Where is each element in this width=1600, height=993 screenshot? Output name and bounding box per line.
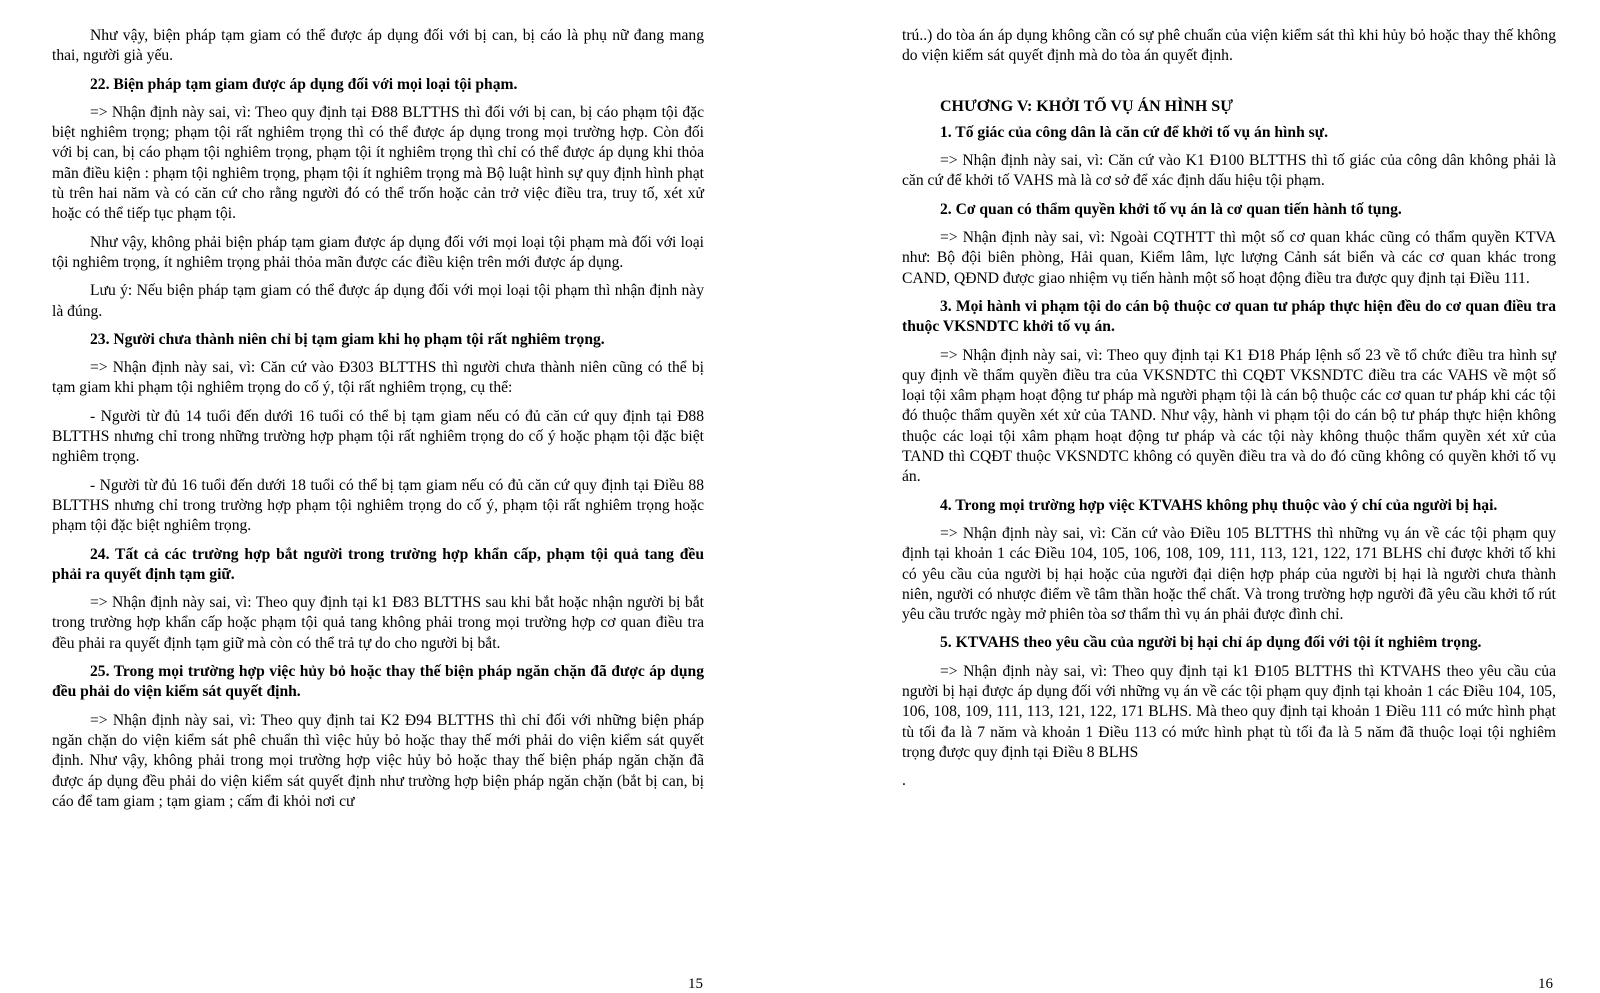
question-heading: 24. Tất cả các trường hợp bắt người trong trường hợp khẩn cấp, phạm tội quả tang đều phải ra quyết định tạm giữ. <box>52 545 704 583</box>
paragraph: => Nhận định này sai, vì: Theo quy định tại k1 Đ83 BLTTHS sau khi bắt hoặc nhận người bị bắt trong trường hợp khẩn cấp hoặc phạm tội quả tang không phải trong mọi trường hợp cơ quan điều tra đều phải ra quyết định tạm giữ mà còn có thể trả tự do cho người bị bắt. <box>52 594 704 652</box>
question-heading: 25. Trong mọi trường hợp việc hủy bỏ hoặc thay thế biện pháp ngăn chặn đã được áp dụng đều phải do viện kiểm sát quyết định. <box>52 663 704 701</box>
question-heading: 3. Mọi hành vi phạm tội do cán bộ thuộc cơ quan tư pháp thực hiện đều do cơ quan điều tra thuộc VKSNDTC khởi tố vụ án. <box>902 297 1556 336</box>
question-heading: 1. Tố giác của công dân là căn cứ để khởi tố vụ án hình sự. <box>940 123 1328 141</box>
question-heading: 2. Cơ quan có thẩm quyền khởi tố vụ án là cơ quan tiến hành tố tụng. <box>940 200 1402 218</box>
paragraph: Lưu ý: Nếu biện pháp tạm giam có thể được áp dụng đối với mọi loại tội phạm thì nhận định này là đúng. <box>52 282 704 320</box>
paragraph: . <box>902 772 906 790</box>
question-heading: 23. Người chưa thành niên chỉ bị tạm giam khi họ phạm tội rất nghiêm trọng. <box>90 330 605 348</box>
paragraph: - Người từ đủ 16 tuổi đến dưới 18 tuổi có thể bị tạm giam nếu có đủ căn cứ quy định tại Điều 88 BLTTHS nhưng chỉ trong trường hợp phạm tội nghiêm trọng do cố ý, phạm tội rất nghiêm trọng hoặc phạm tội đặc biệt nghiêm trọng. <box>52 476 704 535</box>
paragraph: => Nhận định này sai, vì: Căn cứ vào K1 Đ100 BLTTHS thì tố giác của công dân không phải là căn cứ để khởi tố VAHS mà là cơ sở để xác định dấu hiệu tội phạm. <box>902 152 1556 190</box>
paragraph: => Nhận định này sai, vì: Theo quy định tại Đ88 BLTTHS thì đối với bị can, bị cáo phạm tội đặc biệt nghiêm trọng; phạm tội rất nghiêm trọng thì có thể được áp dụng trong mọi trường hợp. Còn đối với bị can, bị cáo phạm tội nghiêm trọng, phạm tội ít nghiêm trọng thì chỉ có thể được áp dụng khi thỏa mãn điều kiện : phạm tội nghiêm trọng, phạm tội ít nghiêm trọng mà Bộ luật hình sự quy định hình phạt tù trên hai năm và có căn cứ cho rằng người đó có thể trốn hoặc cản trở việc điều tra, truy tố, xét xử hoặc có thể tiếp tục phạm tội. <box>52 103 704 223</box>
paragraph: Như vậy, không phải biện pháp tạm giam được áp dụng đối với mọi loại tội phạm mà đối với loại tội nghiêm trọng, ít nghiêm trọng phải thỏa mãn được các điều kiện trên mới được áp dụng. <box>52 233 704 271</box>
paragraph: => Nhận định này sai, vì: Căn cứ vào Điều 105 BLTTHS thì những vụ án về các tội phạm quy định tại khoản 1 các Điều 104, 105, 106, 108, 109, 111, 113, 121, 122, 171 BLHS chỉ được khởi tố khi có yêu cầu của người bị hại hoặc của người đại diện hợp pháp của người bị hại là người chưa thành niên, người có nhược điểm về tâm thần hoặc thể chất. Và trong trường hợp người đã yêu cầu khởi tố rút yêu cầu trước ngày mở phiên tòa sơ thẩm thì vụ án phải được đình chỉ. <box>902 524 1556 624</box>
paragraph: - Người từ đủ 14 tuổi đến dưới 16 tuổi có thể bị tạm giam nếu có đủ căn cứ quy định tại Đ88 BLTTHS nhưng chỉ trong những trường hợp phạm tội rất nghiêm trọng do cố ý hoặc phạm tội đặc biệt nghiêm trọng. <box>52 407 704 466</box>
paragraph: => Nhận định này sai, vì: Ngoài CQTHTT thì một số cơ quan khác cũng có thẩm quyền KTVA như: Bộ đội biên phòng, Hải quan, Kiểm lâm, lực lượng Cảnh sát biển và các cơ quan khác trong CAND, QĐND được giao nhiệm vụ tiến hành một số hoạt động điều tra được quy định tại Điều 111. <box>902 229 1556 287</box>
paragraph: => Nhận định này sai, vì: Theo quy định tại k1 Đ105 BLTTHS thì KTVAHS theo yêu cầu của người bị hại được áp dụng đối với những vụ án về các tội phạm quy định tại khoản 1 các Điều 104, 105, 106, 108, 109, 111, 113, 121, 122, 171 BLHS. Mà theo quy định tại khoản 1 Điều 111 có mức hình phạt tù tối đa là 7 năm và khoản 1 Điều 113 có mức hình phạt tù tối đa là 5 năm đã thuộc loại tội nghiêm trọng được quy định tại Điều 8 BLHS <box>902 662 1556 761</box>
paragraph: trú..) do tòa án áp dụng không cần có sự phê chuẩn của viện kiểm sát thì khi hủy bỏ hoặc thay thế không do viện kiểm sát quyết định mà do tòa án quyết định. <box>902 27 1556 65</box>
chapter-title: CHƯƠNG V: KHỞI TỐ VỤ ÁN HÌNH SỰ <box>940 97 1233 115</box>
question-heading: 4. Trong mọi trường hợp việc KTVAHS không phụ thuộc vào ý chí của người bị hại. <box>940 496 1498 514</box>
question-heading: 22. Biện pháp tạm giam được áp dụng đối với mọi loại tội phạm. <box>90 75 518 93</box>
question-heading: 5. KTVAHS theo yêu cầu của người bị hại chỉ áp dụng đối với tội ít nghiêm trọng. <box>940 634 1482 652</box>
paragraph: Như vậy, biện pháp tạm giam có thể được áp dụng đối với bị can, bị cáo là phụ nữ đang mang thai, người già yếu. <box>52 27 704 65</box>
left-page <box>52 26 704 820</box>
paragraph: => Nhận định này sai, vì: Căn cứ vào Đ303 BLTTHS thì người chưa thành niên cũng có thể bị tạm giam khi phạm tội nghiêm trọng do cố ý, tội rất nghiêm trọng, cụ thể: <box>52 359 704 397</box>
page-number-right: 16 <box>1538 976 1553 992</box>
paragraph: => Nhận định này sai, vì: Theo quy định tai K2 Đ94 BLTTHS thì chỉ đối với những biện pháp ngăn chặn do viện kiểm sát phê chuẩn thì việc hủy bỏ hoặc thay thế mới phải do viện kiểm sát quyết định. Như vậy, không phải trong mọi trường hợp việc hủy bỏ hoặc thay thế biện pháp ngăn chặn đã được áp dụng đều phải do viện kiểm sát quyết định như trường hợp biện pháp ngăn chặn (bắt bị can, bị cáo để tam giam ; tạm giam ; cấm đi khỏi nơi cư <box>52 711 704 810</box>
page-number-left: 15 <box>688 976 703 992</box>
right-page <box>902 26 1556 800</box>
paragraph: => Nhận định này sai, vì: Theo quy định tại K1 Đ18 Pháp lệnh số 23 về tổ chức điều tra hình sự quy định về thẩm quyền điều tra của VKSNDTC thì CQĐT VKSNDTC điều tra các VAHS về một số loại tội xâm phạm hoạt động tư pháp mà người phạm tội là cán bộ thuộc các cơ quan tư pháp khi các tội đó thuộc thẩm quyền xét xử của TAND. Như vậy, hành vi phạm tội do cán bộ tư pháp thực hiện không thuộc các loại tội xâm phạm hoạt động tư pháp và các tội này không thuộc thẩm quyền xét xử của TAND thì CQĐT thuộc VKSNDTC không có quyền điều tra và do đó cũng không có quyền khởi tố vụ án. <box>902 346 1556 486</box>
